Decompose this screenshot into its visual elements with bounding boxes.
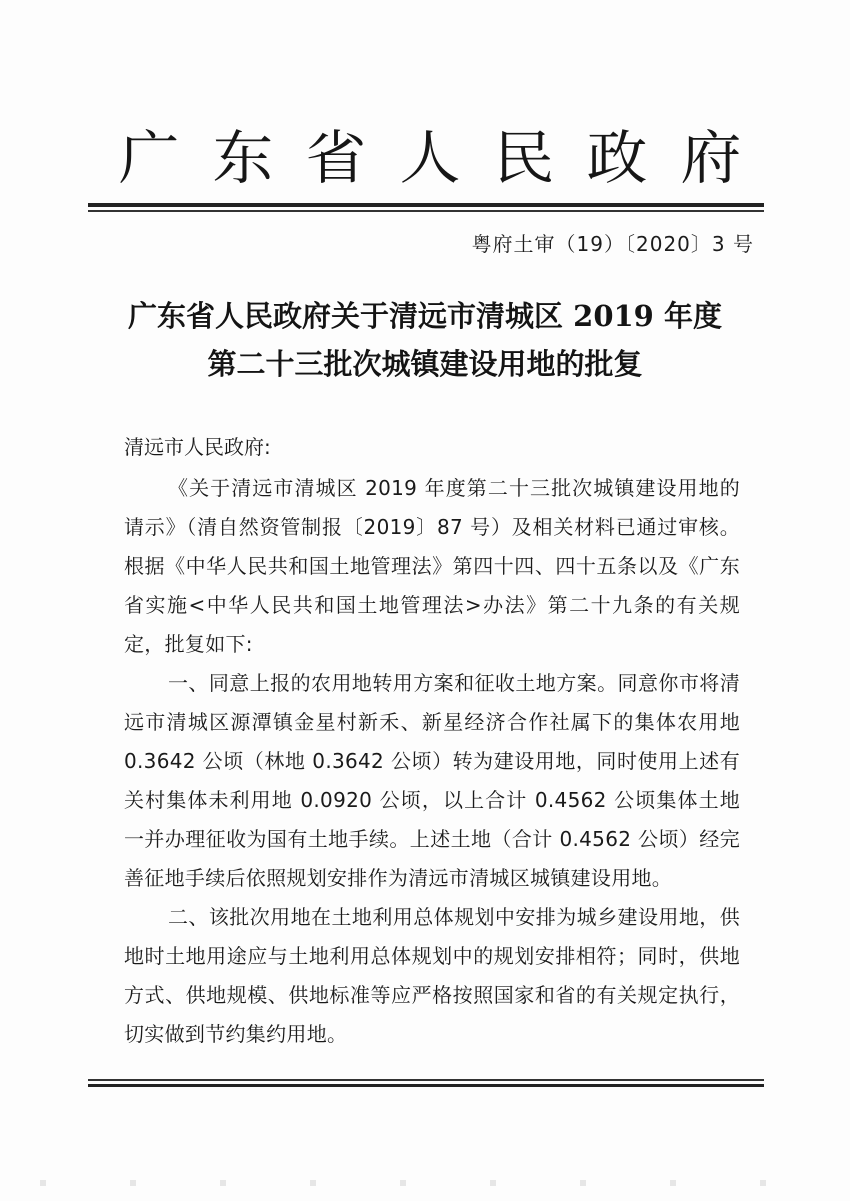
masthead-char: 民 [493, 124, 555, 192]
document-title [80, 292, 770, 388]
paragraph-2: 一、同意上报的农用地转用方案和征收土地方案。同意你市将清远市清城区源潭镇金星村新禾、新星经济合作社属下的集体农用地 0.3642 公顷（林地 0.3642 公顷）转为建设用地，同时使用上述有关村集体未利用地 0.0920 公顷，以上合计 0.4562 公顷集体土地一并办理征收为国有土地手续。上述土地（合计 0.4562 公顷）经完善征地手续后依照规划安排作为清远市清城区城镇建设用地。 [124, 671, 740, 890]
masthead-char: 人 [399, 124, 461, 192]
header-divider-thick [88, 203, 764, 207]
masthead-char: 省 [305, 124, 367, 192]
masthead-char: 政 [586, 124, 648, 192]
title-line-2: 第二十三批次城镇建设用地的批复 [207, 347, 643, 381]
document-number: 粤府土审（19）〔2020〕3 号 [471, 232, 754, 256]
title-line-1: 广东省人民政府关于清远市清城区 2019 年度 [128, 299, 722, 333]
paragraph-1: 《关于清远市清城区 2019 年度第二十三批次城镇建设用地的请示》（清自然资管制报〔2019〕87 号）及相关材料已通过审核。根据《中华人民共和国土地管理法》第四十四、四十五条以及《广东省实施<中华人民共和国土地管理法>办法》第二十九条的有关规定，批复如下: [124, 476, 740, 656]
document-body [124, 428, 740, 1054]
scan-artifact [0, 1180, 850, 1186]
salutation: 清远市人民政府: [124, 435, 271, 459]
footer-divider-thick [88, 1084, 764, 1087]
masthead-char: 东 [212, 124, 274, 192]
paragraph-3: 二、该批次用地在土地利用总体规划中安排为城乡建设用地，供地时土地用途应与土地利用总体规划中的规划安排相符；同时，供地方式、供地规模、供地标准等应严格按照国家和省的有关规定执行，切实做到节约集约用地。 [124, 905, 740, 1046]
issuer-masthead [118, 118, 742, 192]
header-divider-thin [88, 210, 764, 212]
masthead-char: 府 [680, 124, 742, 192]
masthead-char: 广 [118, 124, 180, 192]
footer-divider-thin [88, 1079, 764, 1081]
